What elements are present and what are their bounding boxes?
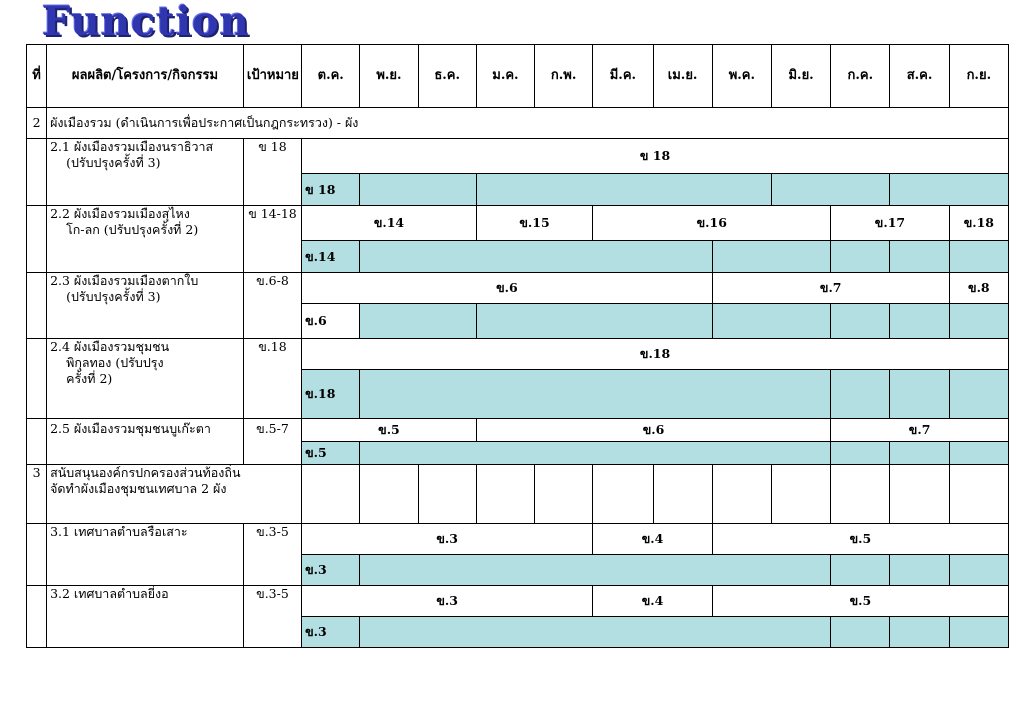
section-no: 2 — [27, 108, 47, 139]
activity-label: 2.5 ผังเมืองรวมชุมชนบูเก๊ะตา — [47, 419, 244, 465]
table-row — [27, 586, 1009, 617]
table-row — [27, 524, 1009, 555]
header-no: ที่ — [27, 45, 47, 108]
activity-label: 2.2 ผังเมืองรวมเมืองสุไหง โก-ลก (ปรับปรุงครั้งที่ 2) — [47, 206, 244, 273]
target-value: ข 18 — [243, 139, 301, 206]
header-month: ก.ย. — [949, 45, 1008, 108]
target-value: ข.6-8 — [243, 273, 301, 339]
header-target: เป้าหมาย — [243, 45, 301, 108]
activity-label: 2.4 ผังเมืองรวมชุมชน พิกุลทอง (ปรับปรุง ครั้งที่ 2) — [47, 339, 244, 419]
section-row — [27, 108, 1009, 139]
section-no: 3 — [27, 465, 47, 524]
schedule-table — [26, 44, 1009, 648]
actual-cell: ข.6 — [302, 304, 360, 339]
target-value: ข.5-7 — [243, 419, 301, 465]
header-month: มี.ค. — [593, 45, 653, 108]
plan-cell: ข.15 — [476, 206, 592, 241]
plan-cell: ข.17 — [831, 206, 949, 241]
actual-cell: ข.18 — [302, 370, 360, 419]
target-value: ข.3-5 — [243, 586, 301, 648]
header-month: มิ.ย. — [771, 45, 830, 108]
actual-cell: ข.5 — [302, 442, 360, 465]
table-row — [27, 139, 1009, 174]
table-row — [27, 339, 1009, 370]
plan-cell: ข 18 — [302, 139, 1009, 174]
actual-cell: ข.3 — [302, 555, 360, 586]
header-month: ส.ค. — [890, 45, 949, 108]
activity-label: 3.1 เทศบาลตำบลรือเสาะ — [47, 524, 244, 586]
plan-cell: ข.7 — [831, 419, 1009, 442]
plan-cell: ข.8 — [949, 273, 1008, 304]
activity-label: 3.2 เทศบาลตำบลยี่งอ — [47, 586, 244, 648]
plan-cell: ข.3 — [302, 524, 593, 555]
plan-cell: ข.18 — [302, 339, 1009, 370]
table-row — [27, 273, 1009, 304]
plan-cell: ข.6 — [476, 419, 830, 442]
actual-cell: ข 18 — [302, 174, 360, 206]
section-title: ผังเมืองรวม (ดำเนินการเพื่อประกาศเป็นกฎกระทรวง) - ผัง — [47, 108, 1009, 139]
actual-cell: ข.14 — [302, 241, 360, 273]
activity-label: 2.1 ผังเมืองรวมเมืองนราธิวาส (ปรับปรุงครั้งที่ 3) — [47, 139, 244, 206]
page-title: Function — [42, 0, 250, 45]
target-value: ข.18 — [243, 339, 301, 419]
activity-label: 2.3 ผังเมืองรวมเมืองตากใบ (ปรับปรุงครั้งที่ 3) — [47, 273, 244, 339]
section-title: สนับสนุนองค์กรปกครองส่วนท้องถิ่น จัดทำผังเมืองชุมชนเทศบาล 2 ผัง — [47, 465, 302, 524]
target-value: ข.3-5 — [243, 524, 301, 586]
plan-cell: ข.16 — [593, 206, 831, 241]
header-month: ต.ค. — [302, 45, 360, 108]
table-row — [27, 419, 1009, 442]
plan-cell: ข.7 — [712, 273, 949, 304]
plan-cell: ข.4 — [593, 586, 712, 617]
header-month: ก.ค. — [831, 45, 890, 108]
header-month: เม.ย. — [653, 45, 712, 108]
plan-cell: ข.5 — [712, 524, 1008, 555]
section-row — [27, 465, 1009, 524]
header-month: ม.ค. — [476, 45, 534, 108]
target-value: ข 14-18 — [243, 206, 301, 273]
header-month: พ.ค. — [712, 45, 771, 108]
plan-cell: ข.6 — [302, 273, 713, 304]
plan-cell: ข.18 — [949, 206, 1008, 241]
header-row — [27, 45, 1009, 108]
plan-cell: ข.5 — [302, 419, 477, 442]
table-row — [27, 206, 1009, 241]
actual-cell: ข.3 — [302, 617, 360, 648]
plan-cell: ข.5 — [712, 586, 1008, 617]
header-month: พ.ย. — [360, 45, 418, 108]
header-month: ก.พ. — [535, 45, 593, 108]
header-month: ธ.ค. — [418, 45, 476, 108]
header-activity: ผลผลิต/โครงการ/กิจกรรม — [47, 45, 244, 108]
plan-cell: ข.3 — [302, 586, 593, 617]
plan-cell: ข.14 — [302, 206, 477, 241]
plan-cell: ข.4 — [593, 524, 712, 555]
